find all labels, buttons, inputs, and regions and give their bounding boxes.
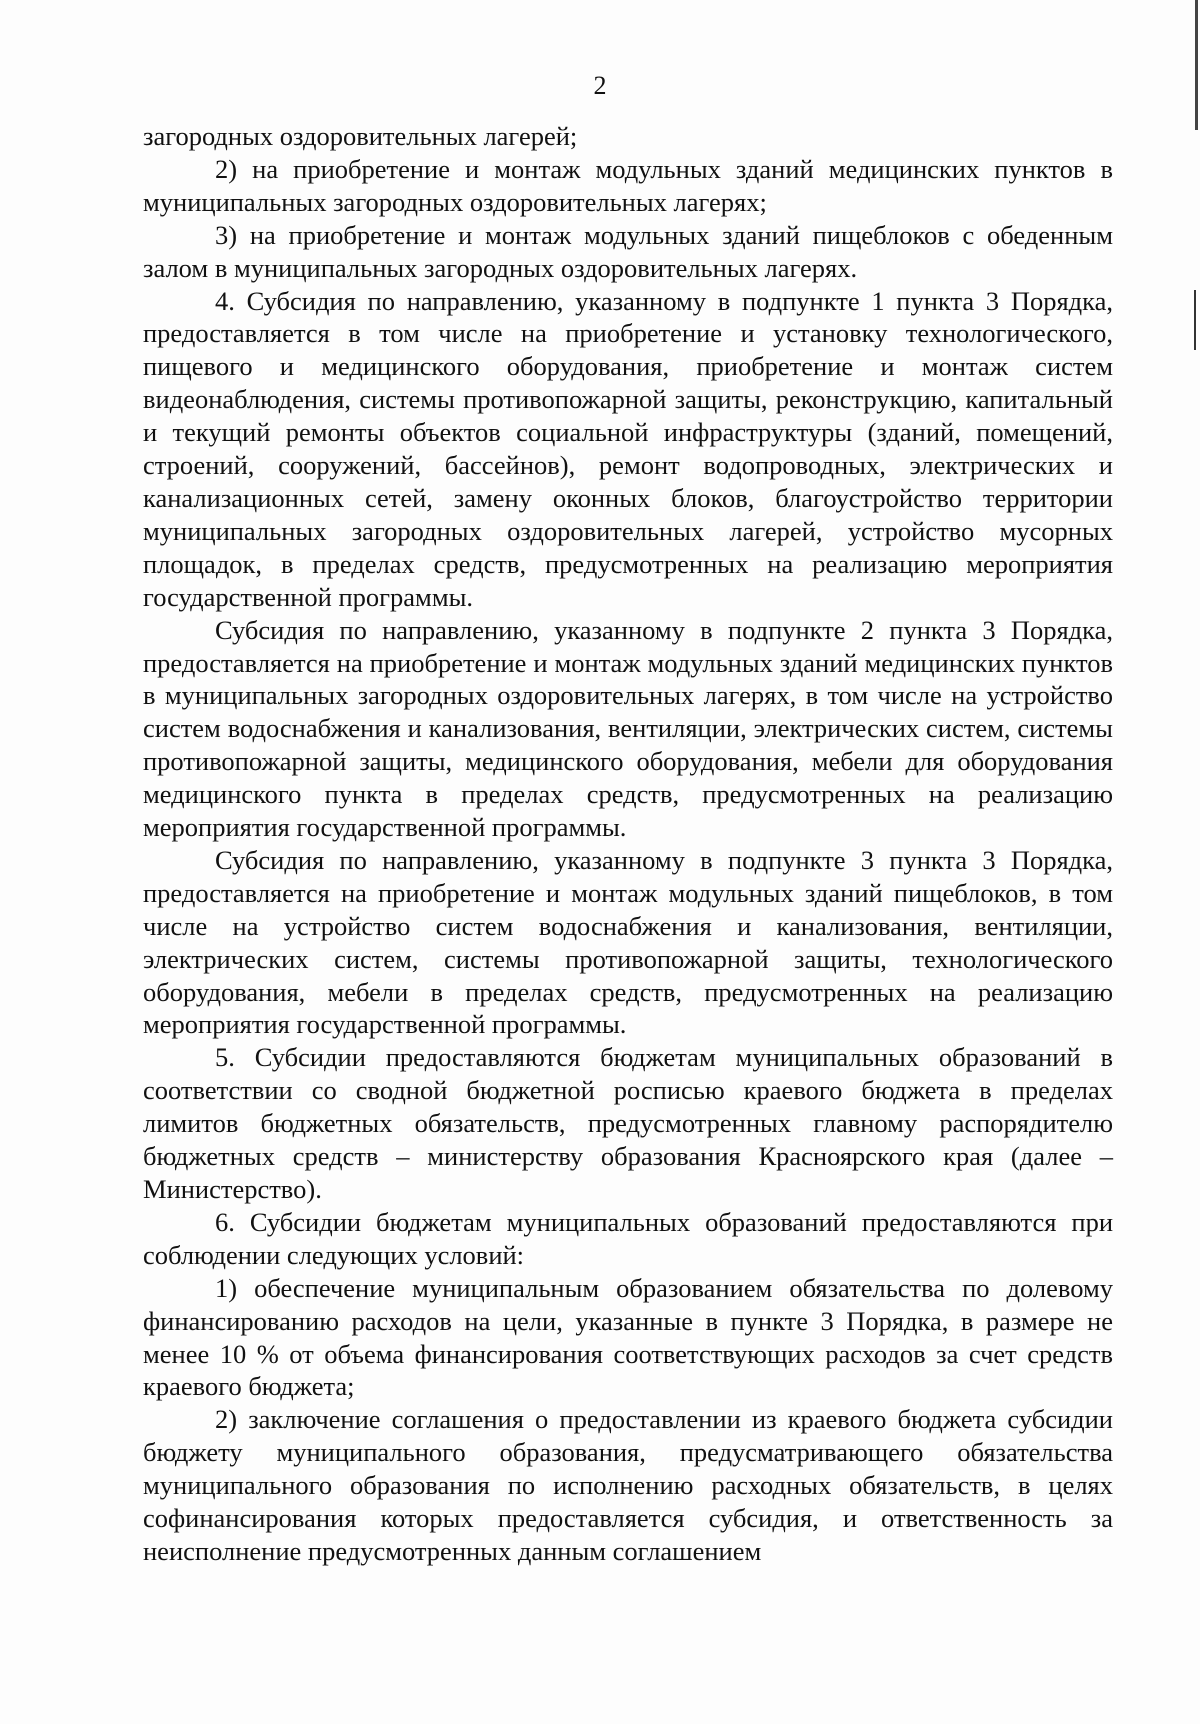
- document-body: [143, 120, 1113, 1568]
- page-number: 2: [593, 71, 607, 100]
- paragraph-clause-6: 6. Субсидии бюджетам муниципальных образований предоставляются при соблюдении следующих условий:: [143, 1206, 1113, 1270]
- paragraph-continuation: загородных оздоровительных лагерей;: [143, 121, 578, 151]
- paragraph-clause-5: 5. Субсидии предоставляются бюджетам муниципальных образований в соответствии со сводной бюджетной росписью краевого бюджета в пределах лимитов бюджетных обязательств, предусмотренных главному распорядителю бюджетных средств – министерству образования Красноярского края (далее – Министерство).: [143, 1042, 1113, 1204]
- paragraph-item-3: 3) на приобретение и монтаж модульных зданий пищеблоков с обеденным залом в муниципальных загородных оздоровительных лагерях.: [143, 219, 1113, 283]
- paragraph-clause-4: 4. Субсидия по направлению, указанному в подпункте 1 пункта 3 Порядка, предоставляется в том числе на приобретение и установку технологического, пищевого и медицинского оборудования, приобретение и монтаж систем видеонаблюдения, системы противопожарной защиты, реконструкцию, капитальный и текущий ремонты объектов социальной инфраструктуры (зданий, помещений, строений, сооружений, бассейнов), ремонт водопроводных, электрических и канализационных сетей, замену оконных блоков, благоустройство территории муниципальных загородных оздоровительных лагерей, устройство мусорных площадок, в пределах средств, предусмотренных на реализацию мероприятия государственной программы.: [143, 285, 1113, 612]
- scan-margin-mark: [1194, 290, 1196, 350]
- paragraph-condition-1: 1) обеспечение муниципальным образованием обязательства по долевому финансированию расходов на цели, указанные в пункте 3 Порядка, в размере не менее 10 % от объема финансирования соответствующих расходов за счет средств краевого бюджета;: [143, 1272, 1113, 1402]
- paragraph-subsidy-subpoint-2: Субсидия по направлению, указанному в подпункте 2 пункта 3 Порядка, предоставляется на приобретение и монтаж модульных зданий медицинских пунктов в муниципальных загородных оздоровительных лагерях, в том числе на устройство систем водоснабжения и канализования, вентиляции, электрических систем, системы противопожарной защиты, медицинского оборудования, мебели для оборудования медицинского пункта в пределах средств, предусмотренных на реализацию мероприятия государственной программы.: [143, 614, 1113, 843]
- scan-edge-mark: [1195, 0, 1198, 130]
- paragraph-item-2: 2) на приобретение и монтаж модульных зданий медицинских пунктов в муниципальных загородных оздоровительных лагерях;: [143, 153, 1113, 217]
- paragraph-condition-2: 2) заключение соглашения о предоставлении из краевого бюджета субсидии бюджету муниципального образования, предусматривающего обязательства муниципального образования по исполнению расходных обязательств, в целях софинансирования которых предоставляется субсидия, и ответственность за неисполнение предусмотренных данным соглашением: [143, 1404, 1113, 1566]
- paragraph-subsidy-subpoint-3: Субсидия по направлению, указанному в подпункте 3 пункта 3 Порядка, предоставляется на приобретение и монтаж модульных зданий пищеблоков, в том числе на устройство систем водоснабжения и канализования, вентиляции, электрических систем, системы противопожарной защиты, технологического оборудования, мебели в пределах средств, предусмотренных на реализацию мероприятия государственной программы.: [143, 844, 1113, 1040]
